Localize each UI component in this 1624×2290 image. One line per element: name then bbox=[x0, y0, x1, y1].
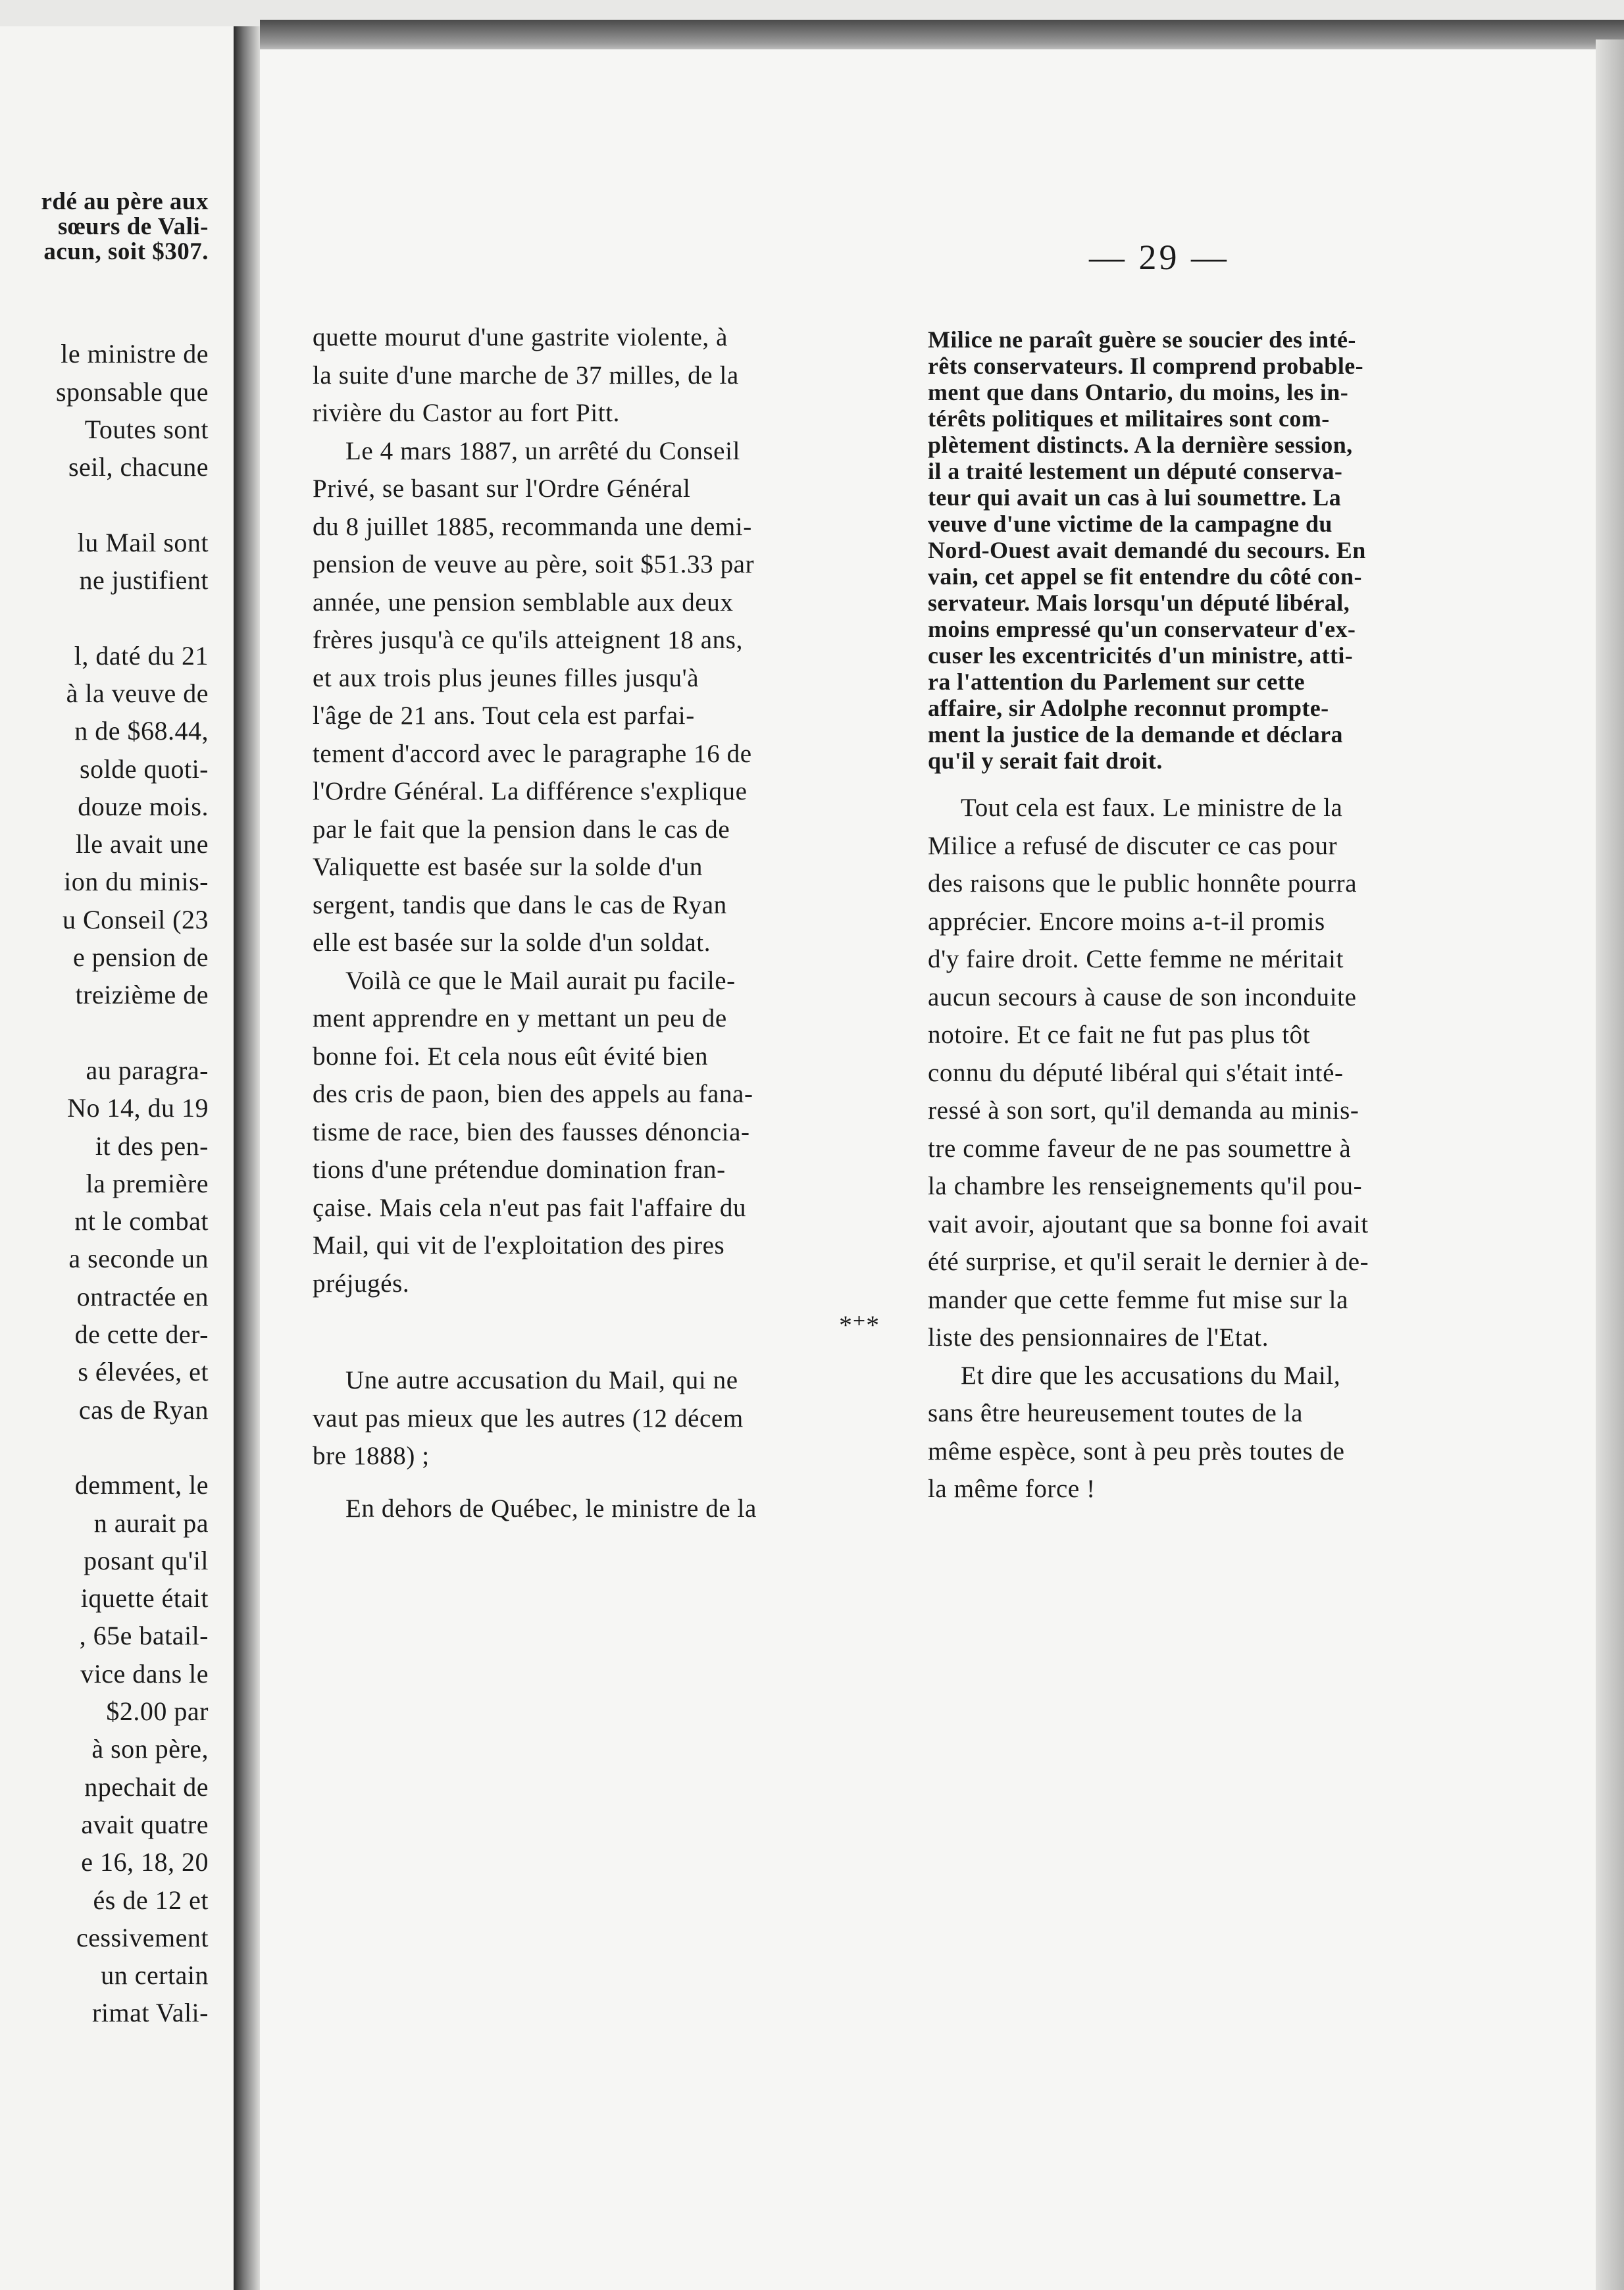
previous-page-line: à la veuve de bbox=[66, 678, 209, 708]
previous-page-line: douze mois. bbox=[78, 791, 209, 821]
previous-page-line: n aurait pa bbox=[93, 1508, 209, 1538]
right-column-line: apprécier. Encore moins a-t-il promis bbox=[928, 907, 1325, 936]
previous-page-line: cessivement bbox=[76, 1922, 209, 1952]
left-column-line: Le 4 mars 1887, un arrêté du Conseil bbox=[345, 436, 740, 465]
left-column-line: frères jusqu'à ce qu'ils atteignent 18 ans, bbox=[313, 626, 743, 654]
page-right-edge bbox=[1596, 39, 1624, 2290]
left-column-line: pension de veuve au père, soit $51.33 par bbox=[313, 550, 755, 578]
previous-page-line: vice dans le bbox=[80, 1658, 209, 1689]
previous-page-line: it des pen- bbox=[95, 1131, 209, 1161]
previous-page-line: e 16, 18, 20 bbox=[81, 1847, 209, 1877]
quote-line: rêts conservateurs. Il comprend probable- bbox=[928, 353, 1364, 379]
quote-line: vain, cet appel se fit entendre du côté con- bbox=[928, 563, 1362, 590]
previous-page-line: acun, soit $307. bbox=[43, 238, 209, 265]
previous-page-line: un certain bbox=[101, 1960, 209, 1991]
left-column-line: bonne foi. Et cela nous eût évité bien bbox=[313, 1042, 709, 1071]
right-column-line: sans être heureusement toutes de la bbox=[928, 1399, 1304, 1427]
right-column-line: Tout cela est faux. Le ministre de la bbox=[961, 794, 1343, 822]
left-column-line: du 8 juillet 1885, recommanda une demi- bbox=[313, 512, 752, 541]
right-column-line: ressé à son sort, qu'il demanda au minis- bbox=[928, 1096, 1359, 1125]
left-column-line: rivière du Castor au fort Pitt. bbox=[313, 399, 621, 427]
quote-line: ment la justice de la demande et déclara bbox=[928, 721, 1343, 748]
left-column-line: Voilà ce que le Mail aurait pu facile- bbox=[345, 966, 736, 995]
quote-line: veuve d'une victime de la campagne du bbox=[928, 511, 1332, 537]
previous-page-line: rimat Vali- bbox=[92, 1998, 209, 2028]
previous-page-line: le ministre de bbox=[61, 339, 209, 369]
previous-page-line: Toutes sont bbox=[84, 414, 209, 444]
left-column-line: vaut pas mieux que les autres (12 décem bbox=[313, 1404, 744, 1433]
previous-page-line: avait quatre bbox=[81, 1809, 209, 1839]
right-column-line: été surprise, et qu'il serait le dernier à de- bbox=[928, 1248, 1369, 1276]
previous-page-line: $2.00 par bbox=[106, 1696, 209, 1726]
previous-page-line: lu Mail sont bbox=[77, 527, 209, 557]
left-column-line: tions d'une prétendue domination fran- bbox=[313, 1156, 726, 1184]
quote-line: teur qui avait un cas à lui soumettre. La bbox=[928, 484, 1342, 511]
right-column-line: d'y faire droit. Cette femme ne méritait bbox=[928, 945, 1344, 973]
quote-line: affaire, sir Adolphe reconnut prompte- bbox=[928, 695, 1329, 721]
quote-line: Nord-Ouest avait demandé du secours. En bbox=[928, 537, 1366, 563]
right-column-line: la même force ! bbox=[928, 1475, 1096, 1503]
previous-page-line: la première bbox=[86, 1168, 209, 1198]
previous-page-line: iquette était bbox=[80, 1583, 209, 1614]
right-column-line: tre comme faveur de ne pas soumettre à bbox=[928, 1134, 1352, 1163]
left-column-line: des cris de paon, bien des appels au fana- bbox=[313, 1080, 753, 1108]
left-column-line: et aux trois plus jeunes filles jusqu'à bbox=[313, 663, 699, 692]
right-column-line: vait avoir, ajoutant que sa bonne foi avait bbox=[928, 1209, 1369, 1238]
quote-line: qu'il y serait fait droit. bbox=[928, 748, 1163, 774]
right-column-line: Et dire que les accusations du Mail, bbox=[961, 1361, 1341, 1390]
previous-page-line: sponsable que bbox=[55, 376, 209, 407]
previous-page-line: nt le combat bbox=[74, 1206, 209, 1236]
quote-line: servateur. Mais lorsqu'un député libéral, bbox=[928, 590, 1350, 616]
left-column-line: çaise. Mais cela n'eut pas fait l'affaire du bbox=[313, 1193, 747, 1222]
previous-page-line: ion du minis- bbox=[64, 867, 209, 897]
previous-page-line: npechait de bbox=[84, 1771, 209, 1802]
quote-line: il a traité lestement un député conserva- bbox=[928, 458, 1343, 484]
quote-line: plètement distincts. A la dernière session, bbox=[928, 432, 1353, 458]
quote-line: ment que dans Ontario, du moins, les in- bbox=[928, 379, 1349, 405]
quote-line: Milice ne paraît guère se soucier des inté- bbox=[928, 326, 1356, 353]
previous-page-line: s élevées, et bbox=[78, 1357, 209, 1387]
previous-page-line: e pension de bbox=[73, 942, 209, 972]
left-column-line: année, une pension semblable aux deux bbox=[313, 588, 734, 617]
left-column-line: tement d'accord avec le paragraphe 16 de bbox=[313, 739, 752, 768]
previous-page-line: lle avait une bbox=[76, 829, 209, 859]
previous-page-line: és de 12 et bbox=[93, 1885, 209, 1915]
previous-page-line: No 14, du 19 bbox=[67, 1093, 209, 1123]
right-column-line: des raisons que le public honnête pourra bbox=[928, 869, 1358, 898]
left-column-line: bre 1888) ; bbox=[313, 1442, 430, 1470]
previous-page-line: l, daté du 21 bbox=[74, 640, 209, 671]
page bbox=[260, 49, 1596, 2290]
left-column-line: la suite d'une marche de 37 milles, de la bbox=[313, 361, 739, 390]
previous-page-line: cas de Ryan bbox=[78, 1394, 209, 1425]
previous-page-line: posant qu'il bbox=[84, 1545, 209, 1575]
previous-page-line: a seconde un bbox=[68, 1244, 209, 1274]
previous-page-line: n de $68.44, bbox=[74, 716, 209, 746]
previous-page-line: à son père, bbox=[91, 1734, 209, 1764]
right-column-line: la chambre les renseignements qu'il pou- bbox=[928, 1172, 1363, 1200]
section-separator: *⁺* bbox=[839, 1310, 880, 1340]
right-column-line: liste des pensionnaires de l'Etat. bbox=[928, 1323, 1269, 1352]
previous-page-line: demment, le bbox=[74, 1470, 209, 1500]
right-column-line: même espèce, sont à peu près toutes de bbox=[928, 1437, 1345, 1465]
book-gutter bbox=[234, 26, 260, 2290]
left-column-line: Privé, se basant sur l'Ordre Général bbox=[313, 474, 691, 503]
quote-line: ra l'attention du Parlement sur cette bbox=[928, 669, 1306, 695]
previous-page-line: sœurs de Vali- bbox=[57, 213, 209, 240]
right-column-line: notoire. Et ce fait ne fut pas plus tôt bbox=[928, 1021, 1311, 1049]
left-column-line: l'âge de 21 ans. Tout cela est parfai- bbox=[313, 701, 695, 730]
quote-line: cuser les excentricités d'un ministre, atti- bbox=[928, 642, 1354, 669]
left-column-line: elle est basée sur la solde d'un soldat. bbox=[313, 929, 711, 957]
previous-page-line: solde quoti- bbox=[80, 753, 209, 784]
previous-page-line: seil, chacune bbox=[68, 452, 209, 482]
previous-page-line: treizième de bbox=[75, 980, 209, 1010]
previous-page-strip bbox=[0, 26, 238, 2290]
right-column-line: Milice a refusé de discuter ce cas pour bbox=[928, 831, 1338, 860]
page-number: — 29 — bbox=[1089, 238, 1229, 277]
left-column-line: Mail, qui vit de l'exploitation des pires bbox=[313, 1231, 725, 1260]
left-column-line: ment apprendre en y mettant un peu de bbox=[313, 1004, 727, 1032]
previous-page-line: ontractée en bbox=[76, 1281, 209, 1311]
right-column-line: aucun secours à cause de son inconduite bbox=[928, 982, 1357, 1011]
previous-page-line: , 65e batail- bbox=[79, 1621, 209, 1651]
left-column-line: tisme de race, bien des fausses dénoncia- bbox=[313, 1117, 750, 1146]
right-column-line: connu du député libéral qui s'était inté- bbox=[928, 1058, 1344, 1087]
left-column-line: Valiquette est basée sur la solde d'un bbox=[313, 853, 703, 881]
left-column-line: par le fait que la pension dans le cas de bbox=[313, 815, 730, 844]
previous-page-line: u Conseil (23 bbox=[62, 904, 209, 934]
previous-page-line: de cette der- bbox=[74, 1319, 209, 1349]
left-column-line: En dehors de Québec, le ministre de la bbox=[345, 1494, 757, 1523]
previous-page-line: rdé au père aux bbox=[41, 188, 209, 215]
previous-page-line: ne justifient bbox=[79, 565, 209, 595]
left-column-line: quette mourut d'une gastrite violente, à bbox=[313, 323, 728, 351]
quote-line: moins empressé qu'un conservateur d'ex- bbox=[928, 616, 1356, 642]
left-column-line: l'Ordre Général. La différence s'explique bbox=[313, 777, 748, 805]
left-column-line: Une autre accusation du Mail, qui ne bbox=[345, 1366, 738, 1394]
left-column-line: sergent, tandis que dans le cas de Ryan bbox=[313, 890, 727, 919]
right-column-line: mander que cette femme fut mise sur la bbox=[928, 1285, 1348, 1314]
previous-page-line: au paragra- bbox=[86, 1055, 209, 1085]
quote-line: térêts politiques et militaires sont com- bbox=[928, 405, 1330, 432]
left-column-line: préjugés. bbox=[313, 1269, 410, 1298]
